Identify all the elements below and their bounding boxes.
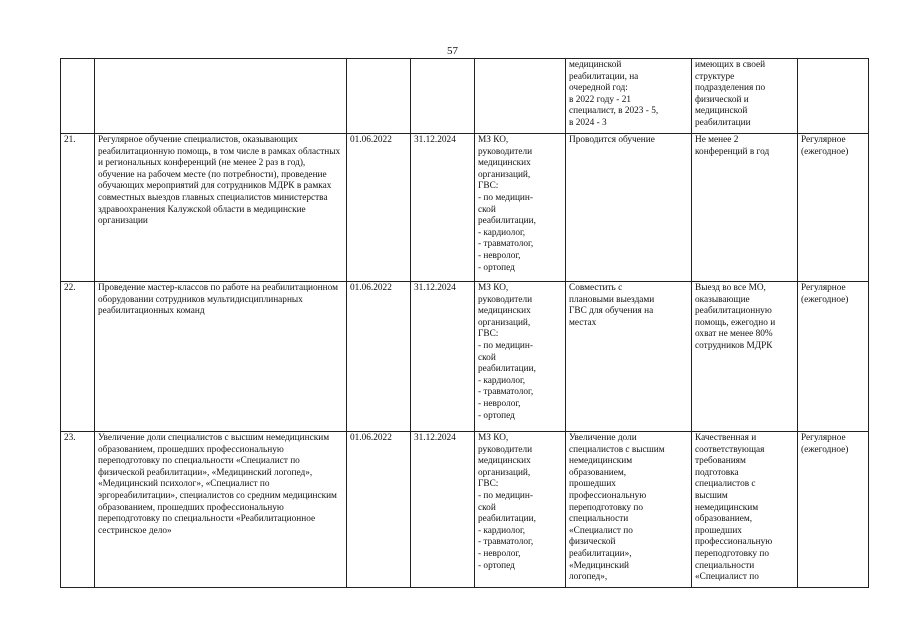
executors-cell <box>475 59 566 134</box>
indicator-cell-line: логопед», <box>569 572 608 583</box>
indicator-cell-line: немедицинским <box>569 456 633 467</box>
start-date-cell-text: 01.06.2022 <box>350 135 392 145</box>
indicator-cell <box>566 432 692 588</box>
start-date-cell <box>347 282 411 432</box>
result-cell-line: требованиям <box>695 456 746 467</box>
indicator-cell-line: местах <box>569 317 597 328</box>
executors-cell-line: ГВС: <box>478 329 499 340</box>
executors-cell <box>475 282 566 432</box>
start-date-cell-text: 01.06.2022 <box>350 433 392 443</box>
result-cell-line: прошедших <box>695 525 742 536</box>
executors-cell-line: - травматолог, <box>478 537 534 548</box>
table-row <box>61 134 869 282</box>
result-cell-line: немедицинским <box>695 502 759 513</box>
indicator-cell-line: «Специалист по <box>569 525 633 536</box>
executors-cell <box>475 432 566 588</box>
executors-cell-line: ской <box>478 502 496 513</box>
indicator-cell-line: Проводится обучение <box>569 135 655 145</box>
result-cell-line: помощь, ежегодно и <box>695 317 776 328</box>
result-cell-line: медицинской <box>695 106 748 117</box>
executors-cell-line: ГВС: <box>478 479 499 490</box>
table-row <box>61 282 869 432</box>
indicator-cell-line: специалистов с высшим <box>569 444 665 455</box>
result-cell-line: реабилитационную <box>695 306 772 317</box>
end-date-cell <box>411 282 475 432</box>
executors-cell-line: - ортопед <box>478 560 515 571</box>
frequency-cell-line: (ежегодное) <box>801 294 849 305</box>
executors-cell-line: - по медицин- <box>478 340 533 351</box>
row-number-cell-text: 21. <box>64 135 76 145</box>
result-cell-line: оказывающие <box>695 294 750 305</box>
indicator-cell <box>566 134 692 282</box>
frequency-cell <box>798 282 869 432</box>
executors-cell-line: - кардиолог, <box>478 375 526 386</box>
result-cell-line: специальности <box>695 560 755 571</box>
end-date-cell-text: 31.12.2024 <box>414 135 456 145</box>
indicator-cell-line: физической <box>569 537 616 548</box>
result-cell-line: высшим <box>695 490 728 501</box>
executors-cell-line: - кардиолог, <box>478 227 526 238</box>
indicator-cell-line: специалист, в 2023 - 5, <box>569 106 659 117</box>
indicator-cell-line: Совместить с <box>569 283 623 293</box>
activity-cell <box>95 432 347 588</box>
result-cell-line: реабилитации <box>695 117 751 128</box>
executors-cell-line: - кардиолог, <box>478 525 526 536</box>
end-date-cell <box>411 134 475 282</box>
indicator-cell-line: медицинской <box>569 60 622 70</box>
result-cell-line: подразделения по <box>695 83 766 94</box>
frequency-cell-line: Регулярное <box>801 433 846 443</box>
indicator-cell <box>566 59 692 134</box>
start-date-cell <box>347 432 411 588</box>
result-cell <box>692 282 798 432</box>
row-number-cell <box>61 282 95 432</box>
end-date-cell <box>411 59 475 134</box>
table-row <box>61 432 869 588</box>
executors-cell-line: организаций, <box>478 169 531 180</box>
result-cell-line: Качественная и <box>695 433 757 443</box>
executors-cell-line: - по медицин- <box>478 490 533 501</box>
result-cell-line: конференций в год <box>695 146 770 157</box>
activity-cell <box>95 59 347 134</box>
executors-cell <box>475 134 566 282</box>
executors-cell-line: - невролог, <box>478 548 521 559</box>
result-cell-line: структуре <box>695 71 735 82</box>
result-cell-line: Не менее 2 <box>695 135 739 145</box>
frequency-cell-line: (ежегодное) <box>801 146 849 157</box>
executors-cell-line: медицинских <box>478 158 531 169</box>
result-cell-line: физической и <box>695 94 749 105</box>
executors-cell-line: ГВС: <box>478 181 499 192</box>
result-cell <box>692 134 798 282</box>
activity-cell-text: Проведение мастер-классов по работе на реабилитационном оборудовании сотрудников мультидисциплинарных реабилитационных команд <box>98 283 338 317</box>
frequency-cell-line: (ежегодное) <box>801 444 849 455</box>
indicator-cell-line: в 2022 году - 21 <box>569 94 632 105</box>
activity-cell-text: Регулярное обучение специалистов, оказывающих реабилитационную помощь, в том числе в рамках областных и региональных конференций (не менее 2 раз в год), обучение на рабочем месте (по потребности), проведение обучающих мероприятий для сотрудников МДРК в рамках совместных выездов главных специалистов министерства здравоохранения Калужской области в медицинские организации <box>98 135 341 227</box>
end-date-cell <box>411 432 475 588</box>
executors-cell-line: медицинских <box>478 306 531 317</box>
executors-cell-line: медицинских <box>478 456 531 467</box>
activity-cell <box>95 282 347 432</box>
frequency-cell <box>798 432 869 588</box>
indicator-cell <box>566 282 692 432</box>
row-number-cell <box>61 432 95 588</box>
result-cell-line: подготовка <box>695 467 739 478</box>
table-row <box>61 59 869 134</box>
indicator-cell-line: прошедших <box>569 479 616 490</box>
indicator-cell-line: очередной год: <box>569 83 628 94</box>
indicator-cell-line: Увеличение доли <box>569 433 637 443</box>
executors-cell-line: - травматолог, <box>478 387 534 398</box>
executors-cell-line: - невролог, <box>478 398 521 409</box>
frequency-cell-line: Регулярное <box>801 283 846 293</box>
executors-cell-line: - невролог, <box>478 250 521 261</box>
result-cell-line: сотрудников МДРК <box>695 340 773 351</box>
indicator-cell-line: «Медицинский <box>569 560 630 571</box>
executors-cell-line: - по медицин- <box>478 192 533 203</box>
indicator-cell-line: переподготовку по <box>569 502 644 513</box>
indicator-cell-line: реабилитации», <box>569 548 632 559</box>
executors-cell-line: реабилитации, <box>478 364 536 375</box>
start-date-cell <box>347 134 411 282</box>
result-cell-line: специалистов с <box>695 479 756 490</box>
result-cell-line: имеющих в своей <box>695 60 766 70</box>
frequency-cell-line: Регулярное <box>801 135 846 145</box>
indicator-cell-line: образованием, <box>569 467 627 478</box>
result-cell <box>692 432 798 588</box>
indicator-cell-line: специальности <box>569 514 629 525</box>
result-cell <box>692 59 798 134</box>
indicator-cell-line: в 2024 - 3 <box>569 117 607 128</box>
executors-cell-line: - травматолог, <box>478 239 534 250</box>
activity-cell-text: Увеличение доли специалистов с высшим немедицинским образованием, прошедших профессиональную переподготовку по специальности «Специалист по физической реабилитации», «Медицинский логопед», «Медицинский психолог», «Специалист по эргореабилитации», специалистов со средним медицинским образованием, прошедших профессиональную переподготовку по специальности «Реабилитационное сестринское дело» <box>98 433 337 536</box>
frequency-cell <box>798 134 869 282</box>
executors-cell-line: МЗ КО, <box>478 135 509 145</box>
executors-cell-line: ской <box>478 204 496 215</box>
result-cell-line: образованием, <box>695 514 753 525</box>
executors-cell-line: реабилитации, <box>478 514 536 525</box>
row-number-cell-text: 23. <box>64 433 76 443</box>
result-cell-line: «Специалист по <box>695 572 759 583</box>
page-number: 57 <box>447 45 458 57</box>
start-date-cell-text: 01.06.2022 <box>350 283 392 293</box>
executors-cell-line: МЗ КО, <box>478 283 509 293</box>
indicator-cell-line: плановыми выездами <box>569 294 655 305</box>
end-date-cell-text: 31.12.2024 <box>414 283 456 293</box>
executors-cell-line: руководители <box>478 444 533 455</box>
executors-cell-line: организаций, <box>478 317 531 328</box>
end-date-cell-text: 31.12.2024 <box>414 433 456 443</box>
row-number-cell <box>61 59 95 134</box>
result-cell-line: Выезд во все МО, <box>695 283 766 293</box>
executors-cell-line: - ортопед <box>478 410 515 421</box>
frequency-cell <box>798 59 869 134</box>
indicator-cell-line: профессиональную <box>569 490 647 501</box>
row-number-cell <box>61 134 95 282</box>
indicator-cell-line: ГВС для обучения на <box>569 306 654 317</box>
executors-cell-line: МЗ КО, <box>478 433 509 443</box>
executors-cell-line: ской <box>478 352 496 363</box>
activity-cell <box>95 134 347 282</box>
activity-plan-table <box>60 58 869 588</box>
executors-cell-line: - ортопед <box>478 262 515 273</box>
result-cell-line: профессиональную <box>695 537 773 548</box>
start-date-cell <box>347 59 411 134</box>
result-cell-line: охват не менее 80% <box>695 329 773 340</box>
indicator-cell-line: реабилитации, на <box>569 71 639 82</box>
result-cell-line: соответствующая <box>695 444 765 455</box>
executors-cell-line: реабилитации, <box>478 216 536 227</box>
executors-cell-line: организаций, <box>478 467 531 478</box>
executors-cell-line: руководители <box>478 146 533 157</box>
row-number-cell-text: 22. <box>64 283 76 293</box>
result-cell-line: переподготовку по <box>695 548 770 559</box>
executors-cell-line: руководители <box>478 294 533 305</box>
